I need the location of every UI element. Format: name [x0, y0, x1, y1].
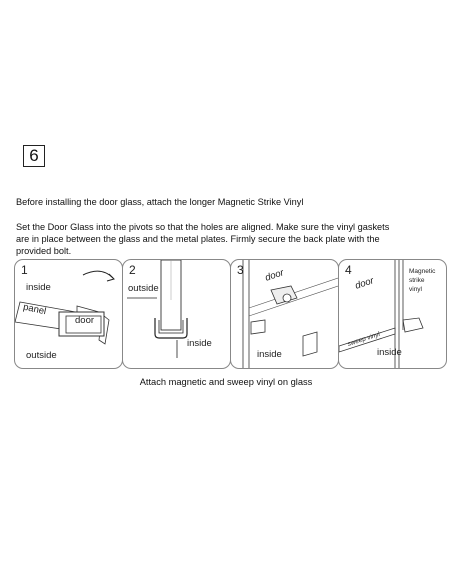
instruction-line-2: are in place between the glass and the metal plates. Firmly secure the back plate with the [16, 234, 380, 244]
panel-2-drawing [123, 260, 230, 368]
panel-4-strike-label: strike [409, 277, 425, 284]
panel-4-magnetic-label: Magnetic [409, 268, 436, 275]
panel-4-door-label: door [353, 275, 376, 292]
caption-text: Attach magnetic and sweep vinyl on glass [139, 377, 313, 387]
heading-text: Before installing the door glass, attach the longer Magnetic Strike Vinyl [16, 197, 304, 207]
instruction-line-1: Set the Door Glass into the pivots so that the holes are aligned. Make sure the vinyl gaskets [16, 222, 390, 232]
panel-3-number: 3 [237, 263, 244, 277]
panel-3-door-label: door [263, 267, 286, 284]
panel-4-vinyl-label: vinyl [409, 286, 423, 293]
panel-2-number: 2 [129, 263, 136, 277]
panel-1-number: 1 [21, 263, 28, 277]
panel-4-inside-label: inside [377, 347, 402, 358]
panel-2-outside-label: outside [128, 283, 159, 294]
panel-3-inside-label: inside [257, 349, 282, 360]
panel-1-door-label: door [75, 315, 95, 326]
panel-4-sweep-vinyl-label: sweep vinyl [346, 330, 381, 349]
panel-4-number: 4 [345, 263, 352, 277]
panel-1-panel-label: panel [22, 301, 48, 318]
illustration-panel-3 [230, 259, 339, 369]
panel-1-inside-label: inside [26, 282, 51, 293]
panel-2-inside-label: inside [187, 338, 212, 349]
panel-1-outside-label: outside [26, 350, 57, 361]
step-number-box: 6 [23, 145, 45, 167]
illustration-panel-2 [122, 259, 231, 369]
instruction-line-3: provided bolt. [16, 246, 72, 256]
illustration-panel-1 [14, 259, 123, 369]
illustration-panel-4 [338, 259, 447, 369]
